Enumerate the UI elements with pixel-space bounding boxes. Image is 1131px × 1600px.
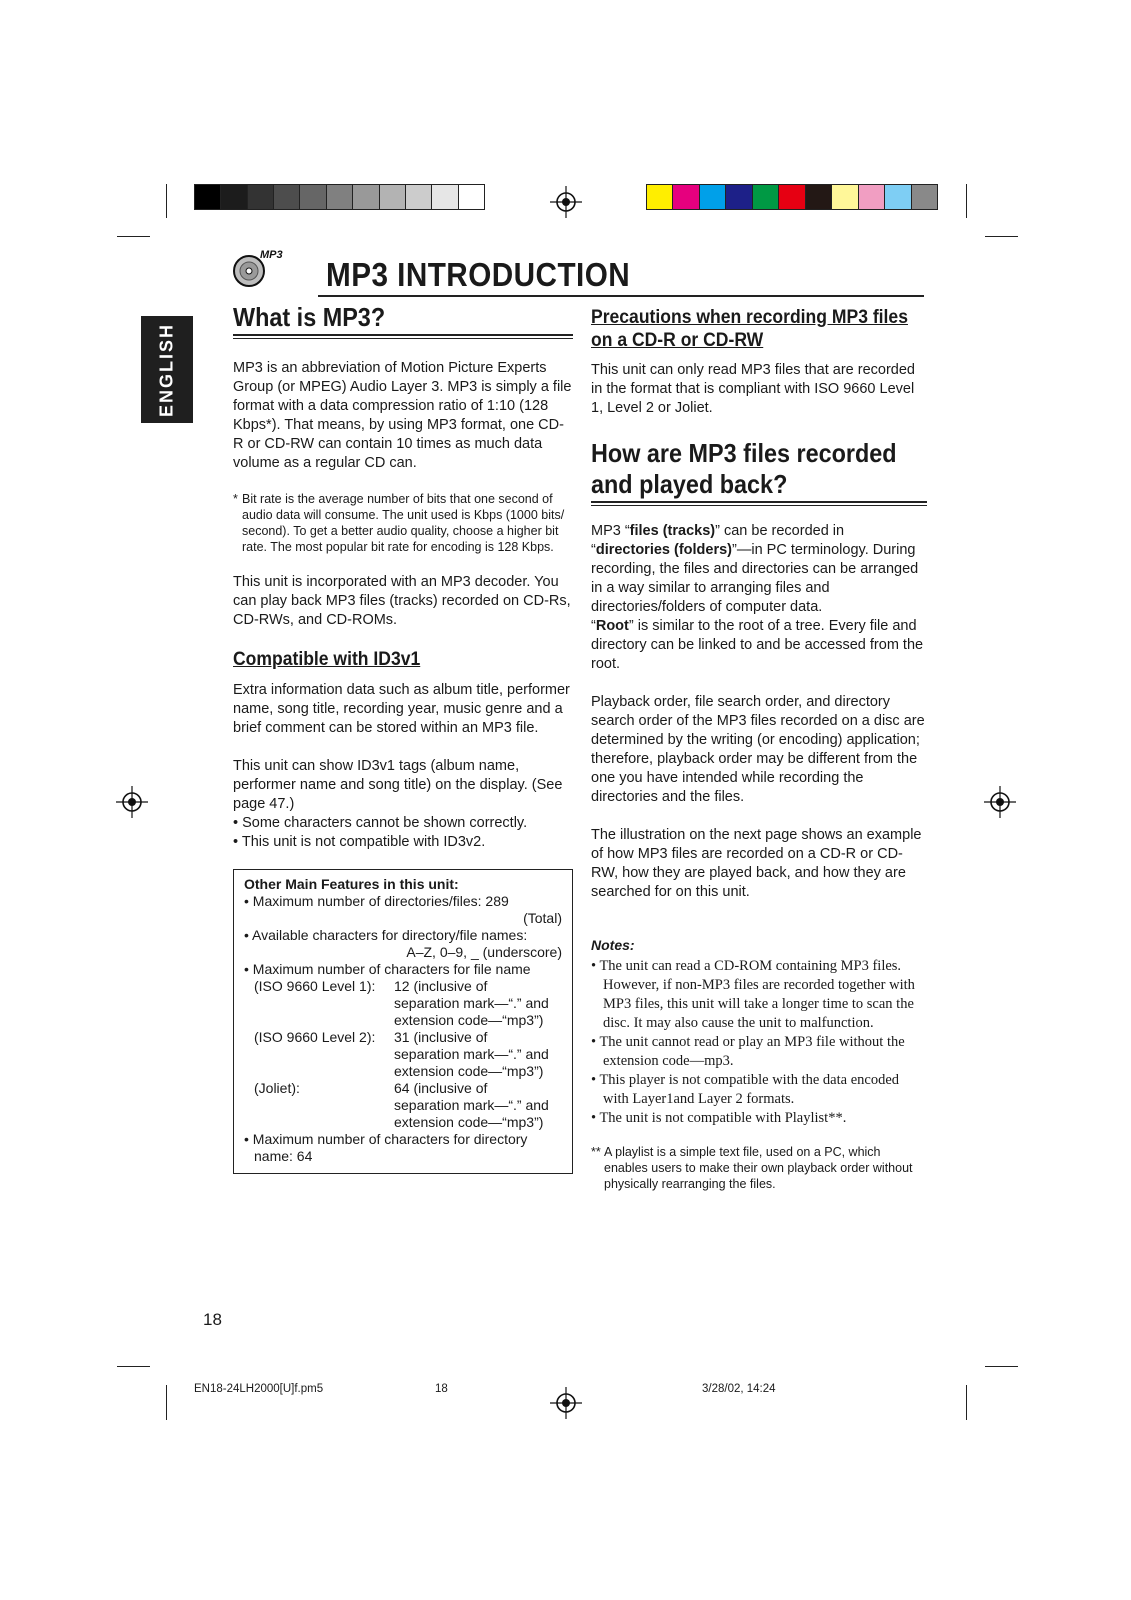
mp3-intro-text: MP3 is an abbreviation of Motion Picture Experts Group (or MPEG) Audio Layer 3. MP3 is simply a file format with a data compression ratio of 1:10 (128 Kbps*). That means, by using MP3 format, one CD-R or CD-RW can contain 10 times as much data volume as a regular CD can. bbox=[233, 360, 572, 471]
color-swatch bbox=[912, 185, 937, 209]
mp3-disc-icon bbox=[230, 248, 300, 288]
grayscale-calibration-strip bbox=[194, 184, 485, 210]
list-item: • The unit cannot read or play an MP3 file without the extension code—mp3. bbox=[591, 1034, 905, 1069]
feature-row-value: extension code—“mp3”) bbox=[394, 1012, 544, 1028]
list-item: • This player is not compatible with the data encoded with Layer1and Layer 2 formats. bbox=[591, 1072, 900, 1107]
playback-order-text: Playback order, file search order, and directory search order of the MP3 files recorded on a disc are determined by the writing (or encoding) application; therefore, playback order may be different from the one you have intended while recording the directories and the files. bbox=[591, 694, 925, 805]
feature-row-value: separation mark—“.” and bbox=[394, 1097, 549, 1113]
color-swatch bbox=[459, 185, 484, 209]
mp3-logo-text: MP3 bbox=[260, 249, 283, 261]
feature-row-value: extension code—“mp3”) bbox=[394, 1063, 544, 1079]
recording-explanation-text: MP3 “files (tracks)” can be recorded in “directories (folders)”—in PC terminology. During recording, the files and directories can be arranged in a way similar to arranging files and directories/folders of computer data. “Root” is similar to the root of a tree. Every file and directory can be linked to and be accessed from the root. bbox=[591, 523, 924, 672]
footer-page: 18 bbox=[435, 1383, 448, 1395]
feature-line: • Maximum number of characters for directory bbox=[244, 1131, 528, 1147]
feature-row-key: (ISO 9660 Level 1): bbox=[254, 978, 376, 994]
color-swatch bbox=[432, 185, 458, 209]
color-swatch bbox=[380, 185, 406, 209]
files-term: files (tracks) bbox=[629, 523, 716, 539]
color-swatch bbox=[753, 185, 779, 209]
color-swatch bbox=[700, 185, 726, 209]
color-swatch bbox=[859, 185, 885, 209]
registration-mark-icon bbox=[983, 785, 1017, 819]
color-swatch bbox=[221, 185, 247, 209]
color-swatch bbox=[248, 185, 274, 209]
list-item: • The unit can read a CD-ROM containing MP3 files. However, if non-MP3 files are recorded together with MP3 files, this unit will take a longer time to scan the disc. It may also cause the unit to malfunction. bbox=[591, 958, 915, 1031]
features-box-title: Other Main Features in this unit: bbox=[244, 876, 459, 892]
footnote-mark: * bbox=[233, 492, 238, 506]
bitrate-footnote bbox=[233, 491, 573, 555]
feature-row-value: 12 (inclusive of bbox=[394, 978, 488, 994]
list-item: • The unit is not compatible with Playlist**. bbox=[591, 1110, 847, 1126]
precautions-text: This unit can only read MP3 files that are recorded in the format that is compliant with ISO 9660 Level 1, Level 2 or Joliet. bbox=[591, 362, 915, 416]
color-swatch bbox=[353, 185, 379, 209]
feature-row bbox=[244, 1029, 562, 1080]
precautions-heading: Precautions when recording MP3 files bbox=[591, 306, 908, 328]
precautions-heading-line2: on a CD-R or CD-RW bbox=[591, 329, 764, 351]
heading-rule bbox=[233, 334, 573, 339]
id3-info-text: Extra information data such as album title, performer name, song title, recording year, music genre and a brief comment can be stored within an MP3 file. bbox=[233, 682, 570, 736]
color-swatch bbox=[806, 185, 832, 209]
heading-rule bbox=[591, 501, 927, 506]
crop-mark bbox=[166, 184, 167, 218]
color-swatch bbox=[885, 185, 911, 209]
feature-row-value: separation mark—“.” and bbox=[394, 995, 549, 1011]
color-swatch bbox=[647, 185, 673, 209]
feature-line: (Total) bbox=[523, 910, 562, 926]
crop-mark bbox=[117, 1366, 150, 1367]
color-swatch bbox=[406, 185, 432, 209]
directories-term: directories (folders) bbox=[595, 542, 733, 558]
feature-line: • Available characters for directory/file names: bbox=[244, 927, 528, 943]
feature-row-value: separation mark—“.” and bbox=[394, 1046, 549, 1062]
registration-mark-icon bbox=[549, 1386, 583, 1420]
crop-mark bbox=[166, 1385, 167, 1420]
registration-mark-icon bbox=[115, 785, 149, 819]
playlist-footnote-text: A playlist is a simple text file, used on a PC, which enables users to make their own playback order without physically rearranging the files. bbox=[604, 1145, 913, 1191]
bitrate-footnote-text: Bit rate is the average number of bits that one second of audio data will consume. The unit used is Kbps (1000 bits/ second). To get a better audio quality, choose a higher bit rate. The most popular bit rate for encoding is 128 Kbps. bbox=[242, 492, 565, 554]
notes-list bbox=[591, 957, 927, 1128]
feature-row bbox=[244, 978, 562, 1029]
list-item: • Some characters cannot be shown correctly. bbox=[233, 815, 528, 831]
color-swatch bbox=[327, 185, 353, 209]
crop-mark bbox=[966, 184, 967, 218]
color-swatch bbox=[726, 185, 752, 209]
crop-mark bbox=[985, 236, 1018, 237]
crop-mark bbox=[117, 236, 150, 237]
crop-mark bbox=[985, 1366, 1018, 1367]
registration-mark-icon bbox=[549, 185, 583, 219]
root-term: Root bbox=[595, 618, 629, 634]
left-column bbox=[233, 302, 573, 1174]
page-number: 18 bbox=[203, 1310, 222, 1329]
id3-bullet-list bbox=[233, 814, 573, 852]
color-swatch bbox=[300, 185, 326, 209]
footnote-mark: ** bbox=[591, 1145, 601, 1159]
right-column bbox=[591, 306, 927, 1192]
feature-row-value: 31 (inclusive of bbox=[394, 1029, 488, 1045]
main-features-box bbox=[233, 869, 573, 1174]
footer-filename: EN18-24LH2000[U]f.pm5 bbox=[194, 1383, 324, 1395]
id3-display-text: This unit can show ID3v1 tags (album name, performer name and song title) on the display. (See page 47.) bbox=[233, 758, 563, 812]
feature-line: • Maximum number of characters for file name bbox=[244, 961, 531, 977]
color-calibration-strip bbox=[646, 184, 938, 210]
color-swatch bbox=[195, 185, 221, 209]
color-swatch bbox=[779, 185, 805, 209]
how-recorded-heading-line2: and played back? bbox=[591, 469, 788, 499]
color-swatch bbox=[673, 185, 699, 209]
compatible-id3v1-heading: Compatible with ID3v1 bbox=[233, 648, 421, 670]
feature-row-value: 64 (inclusive of bbox=[394, 1080, 488, 1096]
feature-row bbox=[244, 1080, 562, 1131]
feature-line: name: 64 bbox=[254, 1148, 313, 1164]
playlist-footnote bbox=[591, 1144, 927, 1192]
what-is-mp3-heading: What is MP3? bbox=[233, 302, 386, 332]
color-swatch bbox=[832, 185, 858, 209]
feature-row-value: extension code—“mp3”) bbox=[394, 1114, 544, 1130]
title-rule bbox=[318, 295, 924, 297]
crop-mark bbox=[966, 1385, 967, 1420]
feature-line: • Maximum number of directories/files: 289 bbox=[244, 893, 509, 909]
language-tab-label: ENGLISH bbox=[156, 322, 177, 417]
language-tab bbox=[141, 316, 193, 423]
decoder-text: This unit is incorporated with an MP3 decoder. You can play back MP3 files (tracks) recorded on CD-Rs, CD-RWs, and CD-ROMs. bbox=[233, 574, 571, 628]
how-recorded-heading: How are MP3 files recorded bbox=[591, 438, 897, 468]
footer-date: 3/28/02, 14:24 bbox=[702, 1383, 776, 1395]
page-title: MP3 INTRODUCTION bbox=[326, 256, 631, 293]
color-swatch bbox=[274, 185, 300, 209]
feature-line: A–Z, 0–9, _ (underscore) bbox=[406, 944, 562, 960]
feature-row-key: (Joliet): bbox=[254, 1080, 300, 1096]
notes-title: Notes: bbox=[591, 937, 635, 953]
illustration-reference-text: The illustration on the next page shows an example of how MP3 files are recorded on a CD-R or CD-RW, how they are played back, and how they are searched for on this unit. bbox=[591, 827, 922, 900]
feature-row-key: (ISO 9660 Level 2): bbox=[254, 1029, 376, 1045]
list-item: • This unit is not compatible with ID3v2. bbox=[233, 834, 486, 850]
